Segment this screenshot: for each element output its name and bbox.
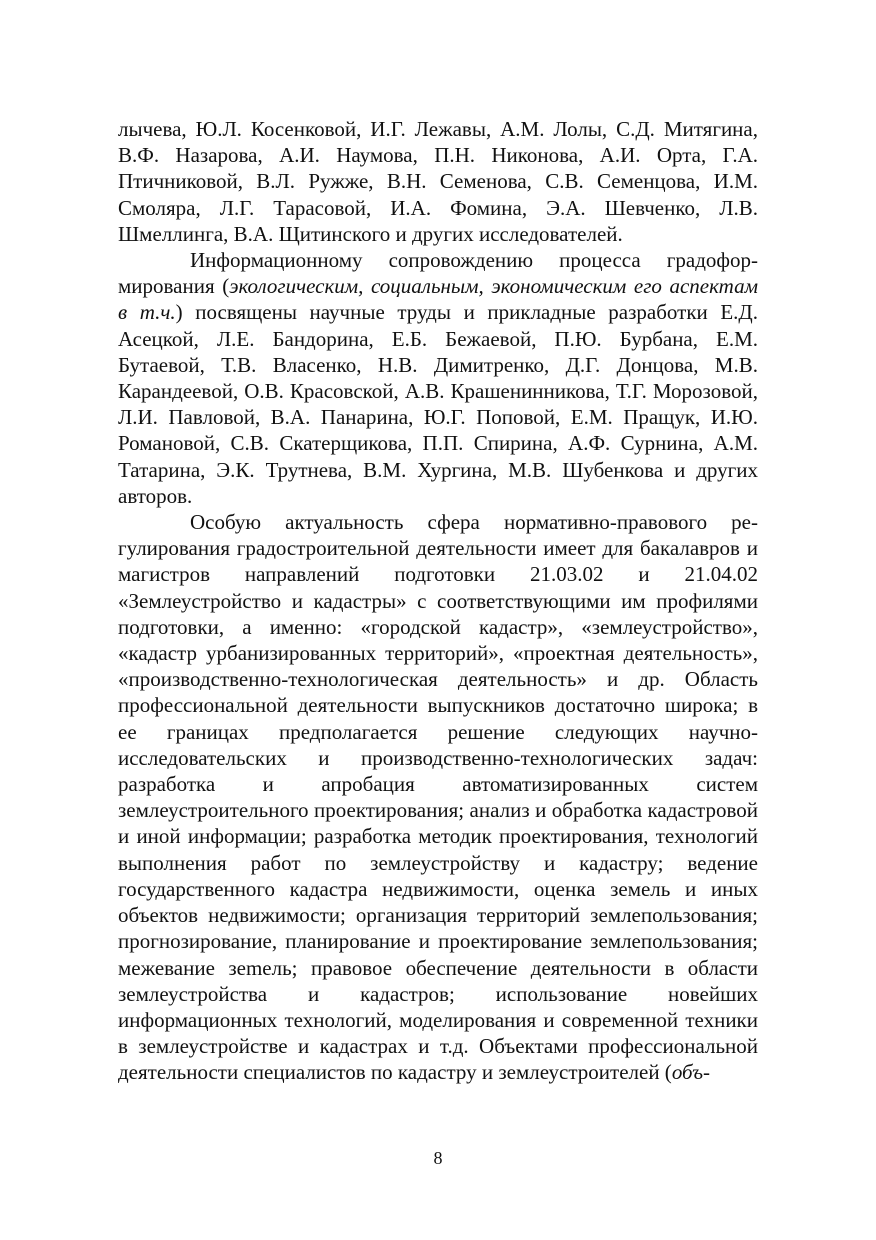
paragraph-2-italic-run: экологическим, социальным, экономическим его аспектам в т.ч.	[118, 274, 758, 325]
paragraph-1	[118, 116, 758, 247]
paragraph-3-italic-run: объ-	[671, 1060, 710, 1085]
paragraph-2-run-1: Информационному сопровождению процесса градоформирования (	[118, 248, 758, 299]
page-number: 8	[433, 1148, 443, 1168]
paragraph-1-run-1: лычева, Ю.Л. Косенковой, И.Г. Лежавы, А.М. Лолы, С.Д. Митягина, В.Ф. Назарова, А.И. Наумова, П.Н. Никонова, А.И. Орта, Г.А. Птичниковой, В.Л. Ружже, В.Н. Семенова, С.В. Семенцова, И.М. Смоляра, Л.Г. Тарасовой, И.А. Фомина, Э.А. Шевченко, Л.В. Шмеллинга, В.А. Щитинского и других исследователей.	[118, 117, 758, 246]
paragraph-3	[118, 509, 758, 1085]
paragraph-2	[118, 247, 758, 509]
paragraph-3-run-1: Особую актуальность сфера нормативно-правового регулирования градостроительной деятельности имеет для бакалавров и магистров направлений подготовки 21.03.02 и 21.04.02 «Землеустройство и кадастры» с соответствующими им профилями подготовки, а именно: «городской кадастр», «землеустройство», «кадастр урбанизированных территорий», «проектная деятельность», «производственно-технологическая деятельность» и др. Область профессиональной деятельности выпускников достаточно широка; в ее границах предполагается решение следующих научно-исследовательских и производственно-технологических задач: разработка и апробация автоматизированных систем землеустроительного проектирования; анализ и обработка кадастровой и иной информации; разработка методик проектирования, технологий выполнения работ по землеустройству и кадастру; ведение государственного кадастра недвижимости, оценка земель и иных объектов недвижимости; организация территорий землепользования; прогнозирование, планирование и проектирование землепользования; межевание зеmель; правовое обеспечение деятельности в области землеустройства и кадастров; использование новейших информационных технологий, моделирования и современной техники в землеустройстве и кадастрах и т.д. Объектами профессиональной деятельности специалистов по кадастру и землеустроителей (	[118, 510, 758, 1085]
document-body	[118, 116, 758, 1086]
paragraph-2-run-3: ) посвящены научные труды и прикладные разработки Е.Д. Асецкой, Л.Е. Бандорина, Е.Б. Бежаевой, П.Ю. Бурбана, Е.М. Бутаевой, Т.В. Власенко, Н.В. Димитренко, Д.Г. Донцова, М.В. Карандеевой, О.В. Красовской, А.В. Крашенинникова, Т.Г. Морозовой, Л.И. Павловой, В.А. Панарина, Ю.Г. Поповой, Е.М. Пращук, И.Ю. Романовой, С.В. Скатерщикова, П.П. Спирина, А.Ф. Сурнина, А.М. Татарина, Э.К. Трутнева, В.М. Хургина, М.В. Шубенкова и других авторов.	[118, 300, 759, 508]
